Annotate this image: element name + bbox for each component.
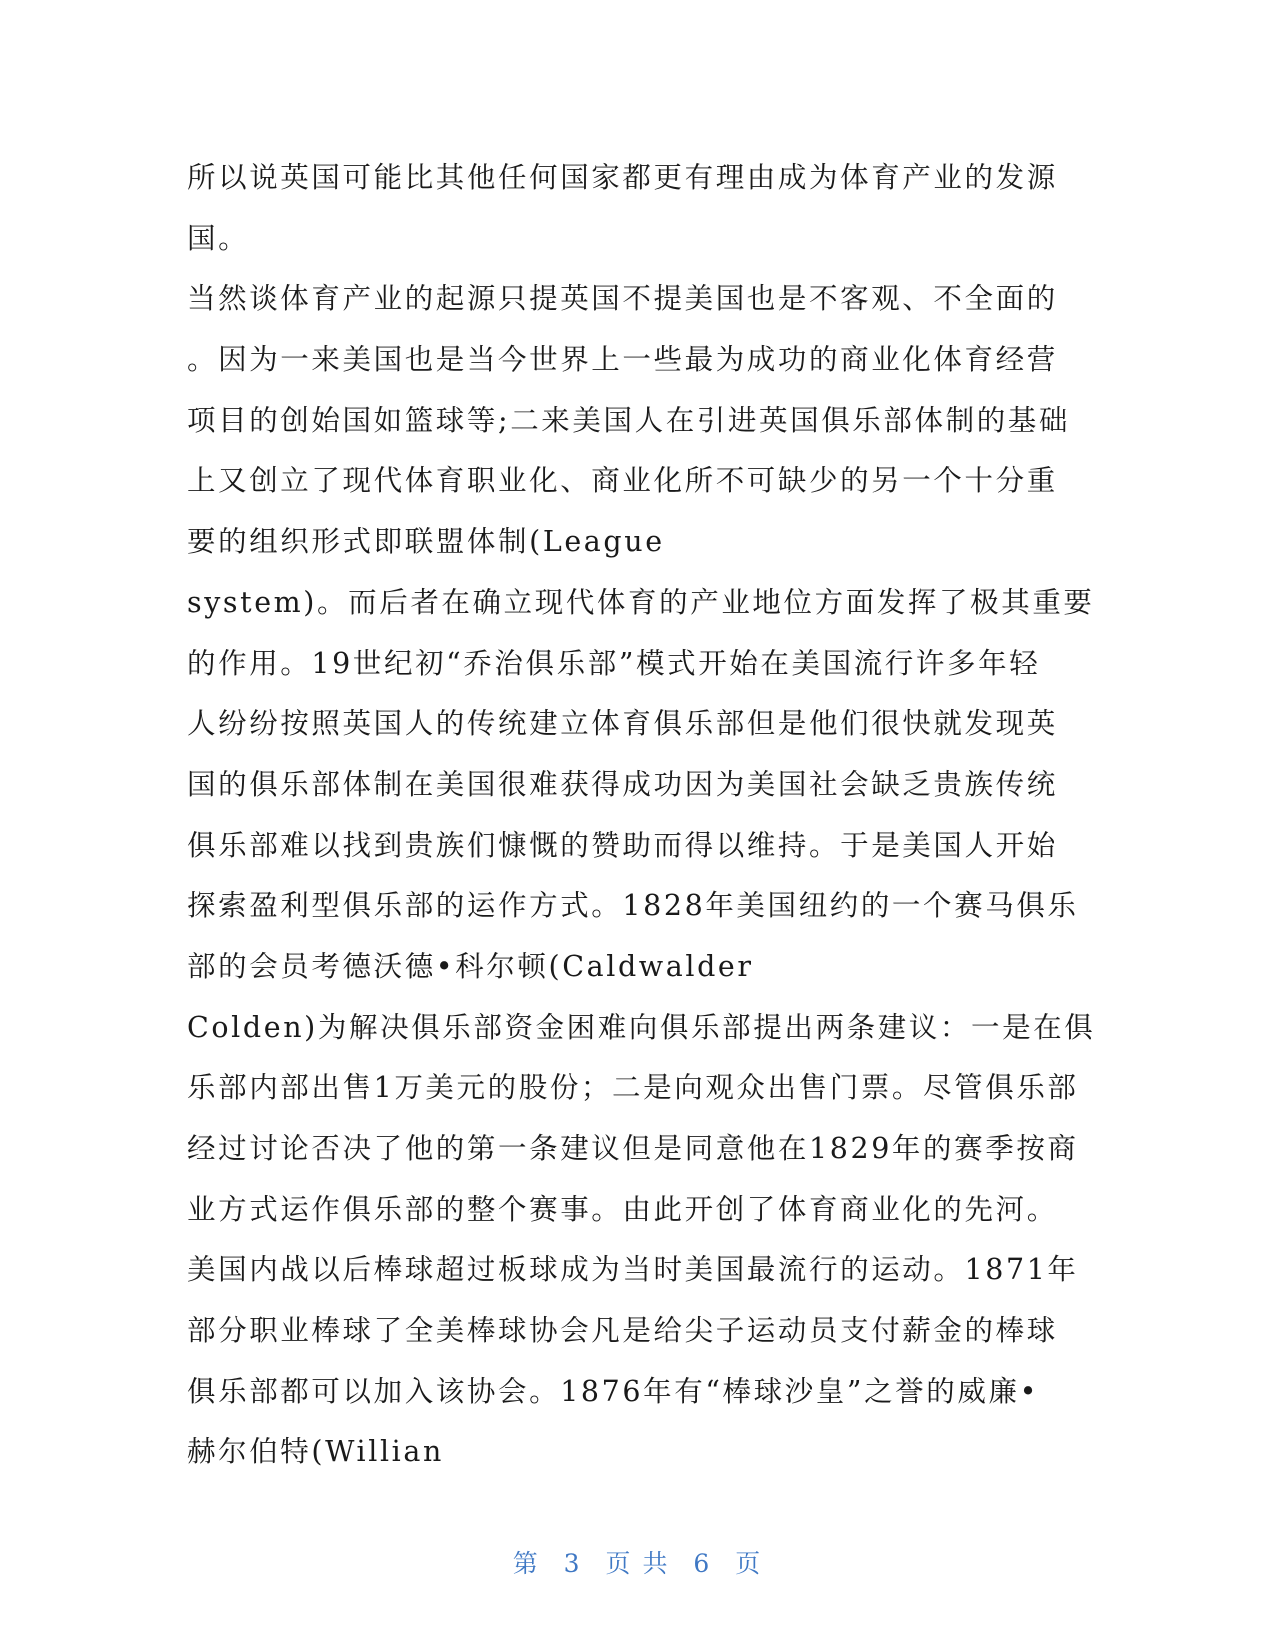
text-line: 业方式运作俱乐部的整个赛事。由此开创了体育商业化的先河。 — [187, 1192, 1058, 1226]
text-line: 国。 — [187, 221, 250, 255]
text-line: Colden)为解决俱乐部资金困难向俱乐部提出两条建议：一是在俱 — [187, 1010, 1096, 1044]
text-line: 要的组织形式即联盟体制(League — [187, 525, 665, 559]
text-line: 探索盈利型俱乐部的运作方式。1828年美国纽约的一个赛马俱乐 — [187, 889, 1079, 923]
current-page-number: 3 — [563, 1549, 582, 1578]
text-line: 当然谈体育产业的起源只提英国不提美国也是不客观、不全面的 — [187, 282, 1058, 316]
text-line: 乐部内部出售1万美元的股份；二是向观众出售门票。尽管俱乐部 — [187, 1071, 1079, 1105]
text-line: 俱乐部都可以加入该协会。1876年有“棒球沙皇”之誉的威廉• — [187, 1374, 1039, 1408]
text-line: 美国内战以后棒球超过板球成为当时美国最流行的运动。1871年 — [187, 1253, 1079, 1287]
text-line: 经过讨论否决了他的第一条建议但是同意他在1829年的赛季按商 — [187, 1132, 1079, 1165]
footer-suffix: 页 — [735, 1549, 763, 1578]
text-line: system)。而后者在确立现代体育的产业地位方面发挥了极其重要 — [187, 585, 1095, 619]
text-line: 项目的创始国如篮球等;二来美国人在引进英国俱乐部体制的基础 — [187, 403, 1071, 437]
text-line: 所以说英国可能比其他任何国家都更有理由成为体育产业的发源 — [187, 161, 1058, 194]
footer-prefix: 第 — [512, 1549, 540, 1578]
footer-middle: 页 共 — [605, 1549, 670, 1578]
text-line: 。因为一来美国也是当今世界上一些最为成功的商业化体育经营 — [187, 343, 1058, 377]
total-pages-number: 6 — [693, 1549, 712, 1578]
body-text — [187, 148, 1096, 1483]
text-line: 赫尔伯特(Willian — [187, 1435, 444, 1469]
text-line: 的作用。19世纪初“乔治俱乐部”模式开始在美国流行许多年轻 — [187, 646, 1041, 680]
page-footer — [0, 1544, 1275, 1580]
text-line: 国的俱乐部体制在美国很难获得成功因为美国社会缺乏贵族传统 — [187, 767, 1058, 801]
text-line: 上又创立了现代体育职业化、商业化所不可缺少的另一个十分重 — [187, 464, 1058, 498]
text-line: 人纷纷按照英国人的传统建立体育俱乐部但是他们很快就发现英 — [187, 707, 1058, 741]
text-line: 部的会员考德沃德•科尔顿(Caldwalder — [187, 949, 754, 983]
text-line: 部分职业棒球了全美棒球协会凡是给尖子运动员支付薪金的棒球 — [187, 1314, 1058, 1348]
text-line: 俱乐部难以找到贵族们慷慨的赞助而得以维持。于是美国人开始 — [187, 828, 1058, 862]
